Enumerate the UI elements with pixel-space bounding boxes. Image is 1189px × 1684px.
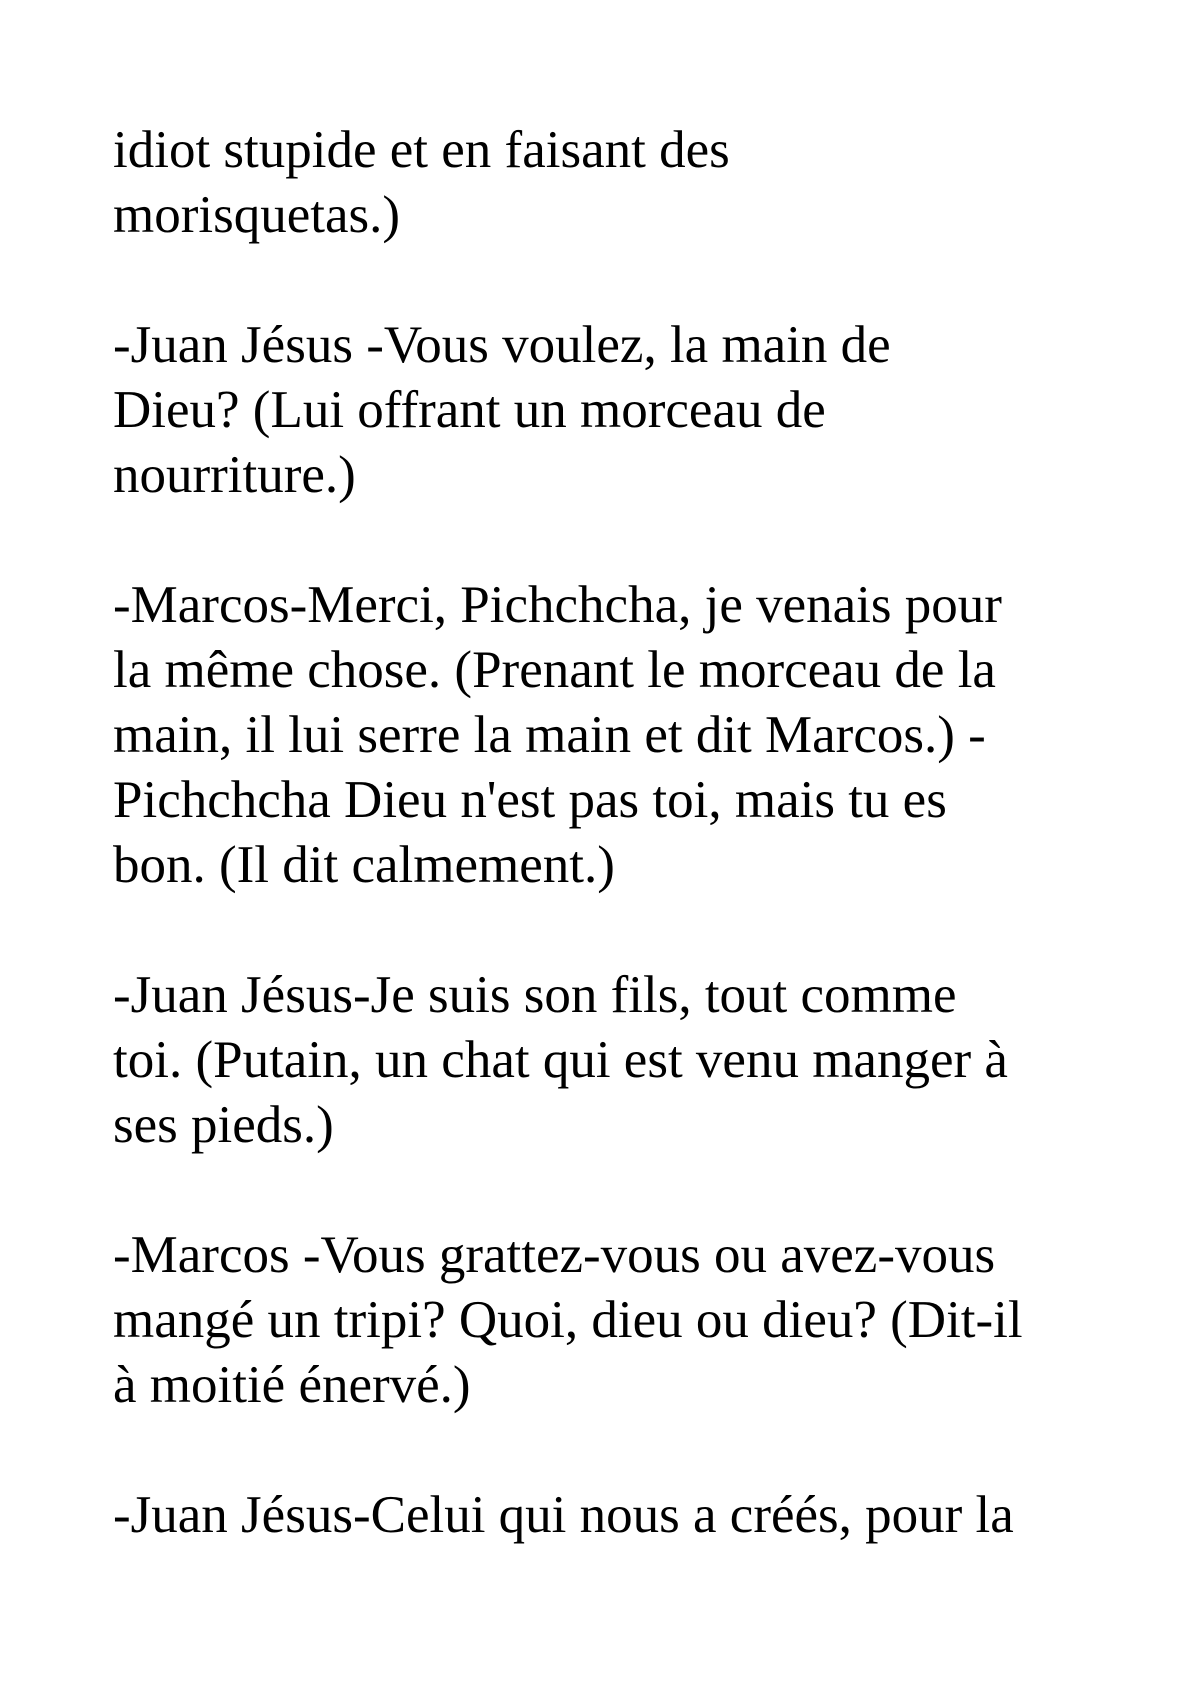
text-line: main, il lui serre la main et dit Marcos.) - [113, 706, 986, 764]
text-line: ses pieds.) [113, 1096, 334, 1154]
text-line: toi. (Putain, un chat qui est venu manger à [113, 1031, 1008, 1089]
text-line: bon. (Il dit calmement.) [113, 836, 615, 894]
text-line: idiot stupide et en faisant des [113, 121, 730, 179]
paragraph-spacer [113, 898, 1103, 963]
text-line: -Marcos-Merci, Pichchcha, je venais pour [113, 576, 1002, 634]
paragraph-3 [113, 573, 1103, 898]
text-line: -Juan Jésus-Je suis son fils, tout comme [113, 966, 957, 1024]
paragraph-4 [113, 963, 1103, 1158]
text-line: morisquetas.) [113, 186, 401, 244]
text-line: -Marcos -Vous grattez-vous ou avez-vous [113, 1226, 996, 1284]
text-line: la même chose. (Prenant le morceau de la [113, 641, 996, 699]
text-line: Dieu? (Lui offrant un morceau de [113, 381, 826, 439]
text-line: nourriture.) [113, 446, 356, 504]
paragraph-spacer [113, 1158, 1103, 1223]
text-line: -Juan Jésus-Celui qui nous a créés, pour la [113, 1486, 1014, 1544]
text-line: -Juan Jésus -Vous voulez, la main de [113, 316, 891, 374]
paragraph-spacer [113, 508, 1103, 573]
document-body [113, 118, 1103, 1548]
paragraph-2 [113, 313, 1103, 508]
paragraph-spacer [113, 1418, 1103, 1483]
paragraph-spacer [113, 248, 1103, 313]
paragraph-1 [113, 118, 1103, 248]
text-line: mangé un tripi? Quoi, dieu ou dieu? (Dit-il [113, 1291, 1023, 1349]
text-line: Pichchcha Dieu n'est pas toi, mais tu es [113, 771, 947, 829]
paragraph-5 [113, 1223, 1103, 1418]
text-line: à moitié énervé.) [113, 1356, 471, 1414]
paragraph-6 [113, 1483, 1103, 1548]
